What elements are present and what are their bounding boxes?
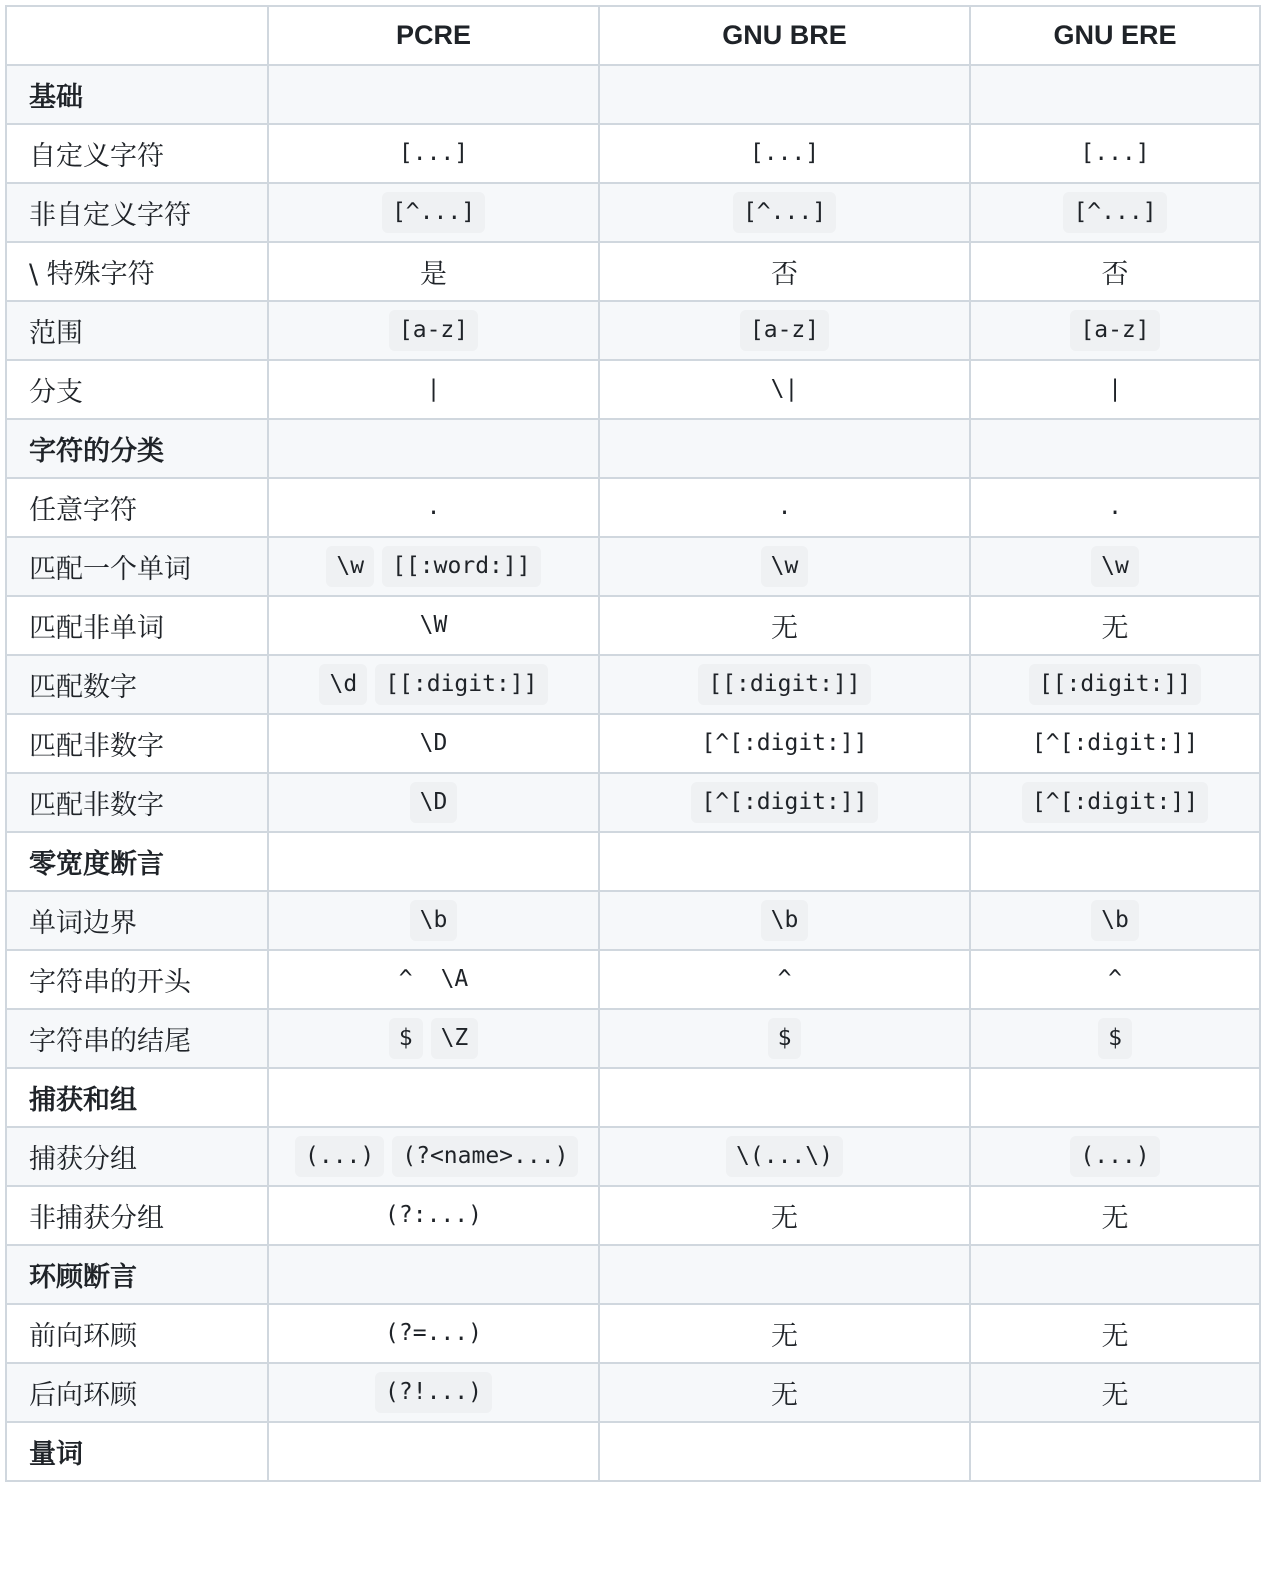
row-label: 任意字符 bbox=[6, 478, 268, 537]
table-row bbox=[6, 1009, 1260, 1068]
code-token: \Z bbox=[431, 1018, 479, 1059]
syntax-token: \A bbox=[440, 966, 469, 992]
header-row bbox=[6, 6, 1260, 65]
cell-gnu-ere bbox=[970, 655, 1260, 714]
code-token: \d bbox=[319, 664, 367, 705]
cell-text: 无 bbox=[771, 1380, 798, 1411]
row-label: 自定义字符 bbox=[6, 124, 268, 183]
cell-gnu-ere bbox=[970, 419, 1260, 478]
cell-pcre bbox=[268, 537, 599, 596]
syntax-token: [^[:digit:]] bbox=[1031, 730, 1199, 756]
cell-text: 无 bbox=[1101, 1380, 1129, 1411]
cell-pcre bbox=[268, 65, 599, 124]
cell-pcre bbox=[268, 1009, 599, 1068]
table-row bbox=[6, 596, 1260, 655]
table-row bbox=[6, 478, 1260, 537]
cell-text: 否 bbox=[1101, 259, 1129, 290]
cell-pcre bbox=[268, 124, 599, 183]
code-token: [[:word:]] bbox=[382, 546, 540, 587]
cell-gnu-ere bbox=[970, 242, 1260, 301]
row-label: 匹配非数字 bbox=[6, 773, 268, 832]
section-row bbox=[6, 1068, 1260, 1127]
code-token: \b bbox=[1091, 900, 1139, 941]
syntax-token: [...] bbox=[1080, 140, 1150, 166]
table-row bbox=[6, 1186, 1260, 1245]
row-label: 后向环顾 bbox=[6, 1363, 268, 1422]
syntax-token: [...] bbox=[398, 140, 469, 166]
row-label: 分支 bbox=[6, 360, 268, 419]
cell-gnu-ere bbox=[970, 478, 1260, 537]
section-label: 捕获和组 bbox=[6, 1068, 268, 1127]
code-token: [^...] bbox=[382, 192, 485, 233]
cell-gnu-bre bbox=[599, 714, 970, 773]
cell-gnu-ere bbox=[970, 773, 1260, 832]
code-token: [a-z] bbox=[1070, 310, 1159, 351]
cell-gnu-bre bbox=[599, 65, 970, 124]
cell-gnu-ere bbox=[970, 537, 1260, 596]
row-label: 捕获分组 bbox=[6, 1127, 268, 1186]
cell-pcre bbox=[268, 891, 599, 950]
cell-gnu-bre bbox=[599, 478, 970, 537]
table-row bbox=[6, 1127, 1260, 1186]
cell-text: 无 bbox=[771, 1203, 798, 1234]
table-header bbox=[6, 6, 1260, 65]
code-token: (?!...) bbox=[375, 1372, 492, 1413]
cell-gnu-ere bbox=[970, 1304, 1260, 1363]
cell-pcre bbox=[268, 301, 599, 360]
cell-gnu-ere bbox=[970, 1186, 1260, 1245]
cell-gnu-ere bbox=[970, 1363, 1260, 1422]
cell-pcre bbox=[268, 773, 599, 832]
row-label: 匹配非单词 bbox=[6, 596, 268, 655]
cell-text: 无 bbox=[1101, 1321, 1129, 1352]
syntax-token: . bbox=[426, 494, 441, 520]
cell-text: 是 bbox=[420, 259, 447, 290]
table-row bbox=[6, 301, 1260, 360]
syntax-token: [...] bbox=[749, 140, 820, 166]
syntax-token: \| bbox=[770, 376, 799, 402]
cell-gnu-ere bbox=[970, 301, 1260, 360]
cell-gnu-ere bbox=[970, 65, 1260, 124]
cell-gnu-bre bbox=[599, 242, 970, 301]
table-row bbox=[6, 1304, 1260, 1363]
cell-gnu-ere bbox=[970, 950, 1260, 1009]
syntax-token: \D bbox=[419, 730, 448, 756]
syntax-token: \W bbox=[419, 612, 448, 638]
cell-gnu-ere bbox=[970, 183, 1260, 242]
syntax-token: | bbox=[426, 376, 441, 402]
cell-gnu-ere bbox=[970, 124, 1260, 183]
code-token: $ bbox=[389, 1018, 423, 1059]
cell-gnu-ere bbox=[970, 832, 1260, 891]
section-label: 零宽度断言 bbox=[6, 832, 268, 891]
code-token: $ bbox=[1098, 1018, 1132, 1059]
code-token: $ bbox=[768, 1018, 802, 1059]
code-token: [[:digit:]] bbox=[1029, 664, 1201, 705]
code-token: \(...\) bbox=[726, 1136, 843, 1177]
code-token: [^[:digit:]] bbox=[1022, 782, 1208, 823]
cell-pcre bbox=[268, 360, 599, 419]
cell-gnu-bre bbox=[599, 1245, 970, 1304]
row-label: 匹配一个单词 bbox=[6, 537, 268, 596]
code-token: \w bbox=[326, 546, 374, 587]
cell-gnu-ere bbox=[970, 1068, 1260, 1127]
row-label: 字符串的结尾 bbox=[6, 1009, 268, 1068]
cell-pcre bbox=[268, 1068, 599, 1127]
row-label: 前向环顾 bbox=[6, 1304, 268, 1363]
section-row bbox=[6, 419, 1260, 478]
cell-pcre bbox=[268, 1245, 599, 1304]
syntax-token: | bbox=[1108, 376, 1122, 402]
code-token: \b bbox=[410, 900, 458, 941]
code-token: [[:digit:]] bbox=[375, 664, 547, 705]
cell-gnu-ere bbox=[970, 1245, 1260, 1304]
cell-pcre bbox=[268, 596, 599, 655]
cell-gnu-bre bbox=[599, 655, 970, 714]
cell-text: 否 bbox=[771, 259, 798, 290]
table-row bbox=[6, 1363, 1260, 1422]
table-row bbox=[6, 773, 1260, 832]
cell-text: 无 bbox=[1101, 1203, 1129, 1234]
cell-gnu-ere bbox=[970, 1422, 1260, 1481]
cell-pcre bbox=[268, 1363, 599, 1422]
section-label: 字符的分类 bbox=[6, 419, 268, 478]
syntax-token: ^ bbox=[777, 966, 792, 992]
cell-pcre bbox=[268, 419, 599, 478]
code-token: [^...] bbox=[1063, 192, 1166, 233]
cell-gnu-bre bbox=[599, 1363, 970, 1422]
cell-gnu-ere bbox=[970, 1127, 1260, 1186]
code-token: [a-z] bbox=[740, 310, 829, 351]
cell-gnu-bre bbox=[599, 183, 970, 242]
cell-pcre bbox=[268, 183, 599, 242]
cell-pcre bbox=[268, 478, 599, 537]
code-token: \b bbox=[761, 900, 809, 941]
cell-text: 无 bbox=[1101, 613, 1129, 644]
cell-gnu-bre bbox=[599, 1422, 970, 1481]
cell-pcre bbox=[268, 242, 599, 301]
row-label: 匹配非数字 bbox=[6, 714, 268, 773]
table-row bbox=[6, 950, 1260, 1009]
table-row bbox=[6, 714, 1260, 773]
header-cell-gnu-ere: GNU ERE bbox=[970, 6, 1260, 65]
header-cell-gnu-bre: GNU BRE bbox=[599, 6, 970, 65]
table-row bbox=[6, 124, 1260, 183]
section-row bbox=[6, 832, 1260, 891]
cell-gnu-ere bbox=[970, 891, 1260, 950]
syntax-token: . bbox=[1108, 494, 1122, 520]
cell-gnu-bre bbox=[599, 1009, 970, 1068]
table-row bbox=[6, 537, 1260, 596]
cell-gnu-ere bbox=[970, 360, 1260, 419]
section-label: 环顾断言 bbox=[6, 1245, 268, 1304]
code-token: (?<name>...) bbox=[392, 1136, 578, 1177]
table-row bbox=[6, 655, 1260, 714]
table-row bbox=[6, 360, 1260, 419]
cell-text: 无 bbox=[771, 1321, 798, 1352]
code-token: (...) bbox=[295, 1136, 384, 1177]
regex-comparison-table bbox=[5, 5, 1261, 1482]
cell-pcre bbox=[268, 1304, 599, 1363]
syntax-token: (?=...) bbox=[385, 1320, 482, 1346]
header-cell-pcre: PCRE bbox=[268, 6, 599, 65]
table-row bbox=[6, 183, 1260, 242]
syntax-token: [^[:digit:]] bbox=[701, 730, 868, 756]
cell-gnu-bre bbox=[599, 360, 970, 419]
syntax-token: ^ bbox=[398, 966, 413, 992]
cell-gnu-ere bbox=[970, 596, 1260, 655]
table-body bbox=[6, 65, 1260, 1481]
row-label: 匹配数字 bbox=[6, 655, 268, 714]
syntax-token: . bbox=[777, 494, 792, 520]
table-row bbox=[6, 242, 1260, 301]
code-token: \D bbox=[410, 782, 458, 823]
syntax-token: (?:...) bbox=[385, 1202, 482, 1228]
cell-gnu-bre bbox=[599, 950, 970, 1009]
cell-pcre bbox=[268, 1127, 599, 1186]
section-label: 量词 bbox=[6, 1422, 268, 1481]
code-token: [^...] bbox=[733, 192, 836, 233]
section-row bbox=[6, 1245, 1260, 1304]
cell-gnu-bre bbox=[599, 1068, 970, 1127]
cell-pcre bbox=[268, 832, 599, 891]
cell-pcre bbox=[268, 714, 599, 773]
cell-gnu-ere bbox=[970, 714, 1260, 773]
cell-gnu-bre bbox=[599, 301, 970, 360]
cell-pcre bbox=[268, 1422, 599, 1481]
cell-gnu-bre bbox=[599, 832, 970, 891]
code-token: \w bbox=[761, 546, 809, 587]
code-token: [a-z] bbox=[389, 310, 478, 351]
cell-gnu-bre bbox=[599, 596, 970, 655]
code-token: \w bbox=[1091, 546, 1139, 587]
row-label: 字符串的开头 bbox=[6, 950, 268, 1009]
cell-gnu-bre bbox=[599, 891, 970, 950]
code-token: (...) bbox=[1070, 1136, 1159, 1177]
section-label: 基础 bbox=[6, 65, 268, 124]
cell-gnu-bre bbox=[599, 419, 970, 478]
cell-gnu-bre bbox=[599, 537, 970, 596]
cell-gnu-bre bbox=[599, 124, 970, 183]
row-label: 范围 bbox=[6, 301, 268, 360]
syntax-token: ^ bbox=[1108, 966, 1122, 992]
section-row bbox=[6, 1422, 1260, 1481]
table-row bbox=[6, 891, 1260, 950]
cell-pcre bbox=[268, 1186, 599, 1245]
row-label: \ 特殊字符 bbox=[6, 242, 268, 301]
code-token: [^[:digit:]] bbox=[691, 782, 877, 823]
cell-pcre bbox=[268, 950, 599, 1009]
row-label: 单词边界 bbox=[6, 891, 268, 950]
row-label: 非捕获分组 bbox=[6, 1186, 268, 1245]
row-label: 非自定义字符 bbox=[6, 183, 268, 242]
cell-gnu-ere bbox=[970, 1009, 1260, 1068]
cell-text: 无 bbox=[771, 613, 798, 644]
cell-gnu-bre bbox=[599, 1186, 970, 1245]
cell-gnu-bre bbox=[599, 773, 970, 832]
code-token: [[:digit:]] bbox=[698, 664, 870, 705]
cell-gnu-bre bbox=[599, 1127, 970, 1186]
header-cell-label bbox=[6, 6, 268, 65]
section-row bbox=[6, 65, 1260, 124]
cell-gnu-bre bbox=[599, 1304, 970, 1363]
cell-pcre bbox=[268, 655, 599, 714]
